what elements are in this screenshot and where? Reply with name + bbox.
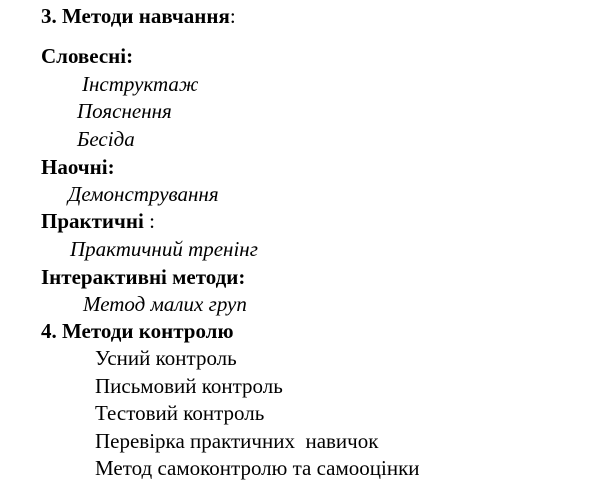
- verbal-method-item: Інструктаж: [82, 72, 199, 96]
- visual-methods-label: Наочні:: [41, 155, 115, 179]
- verbal-method-item: Пояснення: [77, 99, 172, 123]
- section-3-heading-text: 3. Методи навчання: [41, 4, 230, 28]
- practical-method-item: Практичний тренінг: [70, 237, 258, 261]
- section-4-heading: 4. Методи контролю: [41, 319, 234, 343]
- control-method-item: Метод самоконтролю та самооцінки: [95, 456, 420, 480]
- interactive-method-item: Метод малих груп: [83, 292, 247, 316]
- practical-methods-label: [41, 209, 155, 233]
- control-method-item: Перевірка практичних навичок: [95, 429, 379, 453]
- practical-methods-label-text: Практичні: [41, 209, 144, 233]
- interactive-methods-label: Інтерактивні методи:: [41, 265, 246, 289]
- practical-methods-label-colon: :: [143, 209, 155, 233]
- control-method-item: Усний контроль: [95, 346, 237, 370]
- visual-method-item: Демонстрування: [68, 182, 219, 206]
- section-3-heading: [41, 4, 236, 28]
- verbal-methods-label: Словесні:: [41, 44, 134, 68]
- section-3-heading-colon: :: [229, 4, 236, 28]
- control-method-item: Тестовий контроль: [95, 401, 265, 425]
- verbal-method-item: Бесіда: [77, 127, 135, 151]
- control-method-item: Письмовий контроль: [95, 374, 283, 398]
